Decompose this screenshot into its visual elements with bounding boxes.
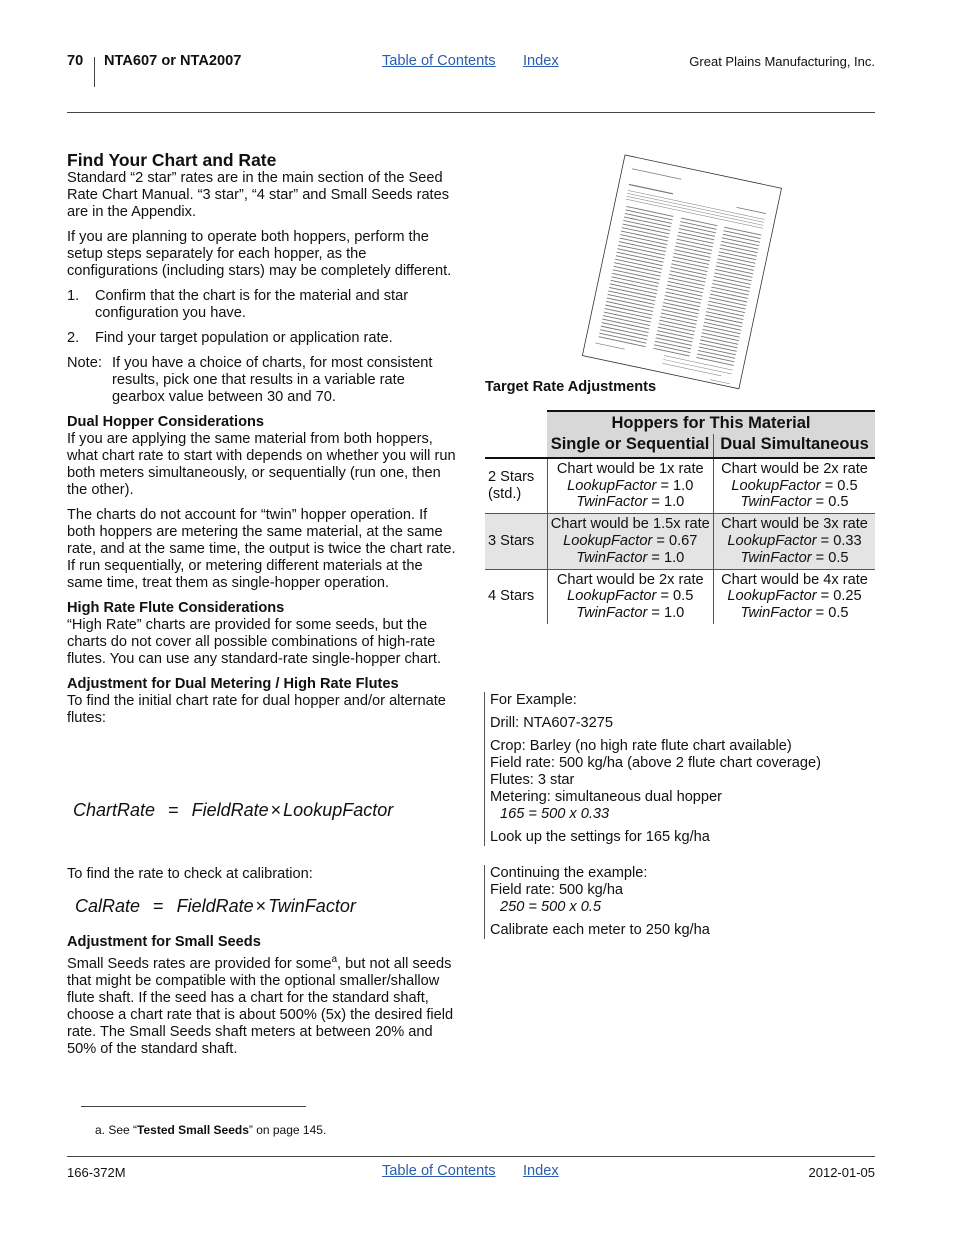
small-seeds-heading: Adjustment for Small Seeds bbox=[67, 934, 261, 950]
note-label: Note: bbox=[67, 355, 102, 371]
calrate-formula bbox=[75, 896, 356, 917]
cell-lookup: LookupFactor = 0.67 bbox=[563, 532, 698, 549]
header-divider-vertical bbox=[94, 57, 95, 87]
cell-dual bbox=[714, 514, 876, 569]
page-number: 70 bbox=[67, 53, 84, 69]
doc-title: NTA607 or NTA2007 bbox=[104, 53, 242, 69]
table-row bbox=[485, 514, 875, 569]
example-calibrate: Calibrate each meter to 250 kg/ha bbox=[484, 922, 874, 939]
footer-date: 2012-01-05 bbox=[808, 1165, 875, 1180]
cell-twin: TwinFactor = 0.5 bbox=[740, 494, 849, 511]
col-header-dual: Dual Simultaneous bbox=[714, 434, 876, 458]
target-rate-table bbox=[485, 410, 875, 624]
index-link[interactable]: Index bbox=[523, 53, 559, 69]
cell-text: Chart would be 1.5x rate bbox=[550, 516, 710, 533]
high-rate-heading: High Rate Flute Considerations bbox=[67, 600, 285, 616]
section-title: Find Your Chart and Rate bbox=[67, 150, 277, 170]
step-1-number: 1. bbox=[67, 288, 80, 304]
cell-twin: TwinFactor = 0.5 bbox=[740, 549, 849, 566]
formula-equals: = bbox=[168, 800, 179, 820]
small-seeds-section bbox=[67, 934, 459, 1058]
both-hoppers-paragraph: If you are planning to operate both hoppers, perform the setup steps separately for each hopper, as the configurations (including stars) may be completely different. bbox=[67, 229, 452, 279]
cell-text: Chart would be 3x rate bbox=[721, 516, 868, 533]
step-2 bbox=[67, 330, 459, 347]
footer-rule bbox=[67, 1156, 875, 1157]
cell-twin: TwinFactor = 0.5 bbox=[740, 605, 849, 622]
cell-lookup: LookupFactor = 0.25 bbox=[727, 588, 862, 605]
note-text: If you have a choice of charts, for most consistent results, pick one that results in a variable rate gearbox value between 30 and 70. bbox=[112, 355, 433, 405]
example-intro: For Example: bbox=[484, 692, 874, 715]
footnote-reference[interactable]: Tested Small Seeds bbox=[137, 1123, 249, 1137]
example-block-1 bbox=[484, 692, 874, 846]
cell-lookup: LookupFactor = 1.0 bbox=[567, 477, 694, 494]
chartrate-formula bbox=[73, 800, 393, 821]
step-1 bbox=[67, 288, 459, 322]
formula-equals: = bbox=[153, 896, 164, 916]
cell-single bbox=[547, 514, 714, 569]
seed-rate-chart-image bbox=[575, 150, 785, 395]
cell-lookup: LookupFactor = 0.5 bbox=[731, 477, 858, 494]
dual-hopper-heading: Dual Hopper Considerations bbox=[67, 414, 265, 430]
cell-twin: TwinFactor = 1.0 bbox=[576, 605, 685, 622]
dual-metering-paragraph: To find the initial chart rate for dual hopper and/or alternate flutes: bbox=[67, 693, 446, 726]
table-row bbox=[485, 569, 875, 624]
cell-single bbox=[547, 569, 714, 624]
header-rule bbox=[67, 112, 875, 113]
cell-twin: TwinFactor = 1.0 bbox=[576, 494, 685, 511]
footer-toc-link[interactable]: Table of Contents bbox=[382, 1163, 496, 1179]
doc-number: 166-372M bbox=[67, 1165, 126, 1180]
small-seeds-paragraph bbox=[67, 951, 459, 1058]
high-rate-paragraph: “High Rate” charts are provided for some seeds, but the charts do not cover all possible combinations of high-rate flutes. You can use any standard-rate single-hopper chart. bbox=[67, 617, 441, 667]
formula-lhs: CalRate bbox=[75, 896, 141, 916]
table-group-header: Hoppers for This Material bbox=[547, 411, 875, 434]
table-row bbox=[485, 458, 875, 514]
footnote-rule bbox=[81, 1106, 306, 1107]
cell-single bbox=[547, 458, 714, 514]
formula-lhs: ChartRate bbox=[73, 800, 156, 820]
small-seeds-text-b: , but not all seeds that might be compatible with the optional smaller/shallow flute shaft. If the seed has a chart for the standard shaft, choose a chart rate that is about 500% (5x) the desired field rate. The Small Seeds shaft meters at between 20% and 50% of the standard shaft. bbox=[67, 955, 454, 1057]
example-details: Crop: Barley (no high rate flute chart available) Field rate: 500 kg/ha (above 2 flute chart coverage) Flutes: 3 star Metering: simultaneous dual hopper 165 = 500 x 0.33 bbox=[484, 738, 874, 829]
footer-index-link[interactable]: Index bbox=[523, 1163, 559, 1179]
col-header-single: Single or Sequential bbox=[547, 434, 714, 458]
cell-text: Chart would be 1x rate bbox=[556, 460, 704, 477]
cell-text: Chart would be 2x rate bbox=[721, 460, 868, 477]
intro-paragraph: Standard “2 star” rates are in the main section of the Seed Rate Chart Manual. “3 star”, “4 star” and Small Seeds rates are in the Appendix. bbox=[67, 170, 450, 220]
toc-link[interactable]: Table of Contents bbox=[382, 53, 496, 69]
example-lookup: Look up the settings for 165 kg/ha bbox=[484, 829, 874, 846]
example-continue: Continuing the example: Field rate: 500 kg/ha 250 = 500 x 0.5 bbox=[484, 865, 874, 922]
dual-metering-heading: Adjustment for Dual Metering / High Rate Flutes bbox=[67, 676, 399, 692]
cell-dual bbox=[714, 569, 876, 624]
step-2-text: Find your target population or application rate. bbox=[95, 330, 393, 346]
formula-fieldrate: FieldRate bbox=[176, 896, 254, 916]
row-label: 3 Stars bbox=[485, 514, 547, 569]
cell-dual bbox=[714, 458, 876, 514]
cell-lookup: LookupFactor = 0.5 bbox=[567, 588, 694, 605]
example-calculation: 250 = 500 x 0.5 bbox=[500, 899, 602, 915]
formula-twinfactor: TwinFactor bbox=[268, 896, 356, 916]
formula-times: × bbox=[255, 896, 267, 916]
row-label: 4 Stars bbox=[485, 569, 547, 624]
formula-lookupfactor: LookupFactor bbox=[283, 800, 394, 820]
example-block-2 bbox=[484, 865, 874, 939]
small-seeds-text-a: Small Seeds rates are provided for some bbox=[67, 955, 332, 972]
cell-text: Chart would be 4x rate bbox=[721, 571, 868, 588]
dual-hopper-paragraph-1: If you are applying the same material from both hoppers, what chart rate to start with depends on whether you will run both meters simultaneously, or sequentially (run one, then the other). bbox=[67, 431, 456, 498]
step-2-number: 2. bbox=[67, 330, 80, 346]
cell-lookup: LookupFactor = 0.33 bbox=[727, 532, 862, 549]
footnote-marker: a bbox=[331, 954, 337, 965]
note bbox=[67, 355, 459, 406]
cell-text: Chart would be 2x rate bbox=[556, 571, 704, 588]
footnote: a. See “Tested Small Seeds” on page 145. bbox=[95, 1123, 327, 1137]
example-calculation: 165 = 500 x 0.33 bbox=[500, 806, 610, 822]
left-column bbox=[67, 150, 459, 727]
cell-twin: TwinFactor = 1.0 bbox=[576, 549, 685, 566]
figure-caption: Target Rate Adjustments bbox=[485, 379, 657, 395]
company-name: Great Plains Manufacturing, Inc. bbox=[689, 54, 875, 69]
example-drill: Drill: NTA607-3275 bbox=[484, 715, 874, 738]
row-label: 2 Stars (std.) bbox=[485, 458, 547, 514]
formula-times: × bbox=[270, 800, 282, 820]
dual-hopper-paragraph-2: The charts do not account for “twin” hopper operation. If both hoppers are metering the same material, at the same rate, and at the same time, the output is twice the chart rate. If run sequentially, or metering different materials at the same time, treat them as single-hopper operation. bbox=[67, 507, 456, 591]
footnote-marker-label: a. bbox=[95, 1123, 106, 1137]
step-1-text: Confirm that the chart is for the material and star configuration you have. bbox=[95, 288, 409, 321]
formula-fieldrate: FieldRate bbox=[191, 800, 269, 820]
page-header bbox=[0, 0, 954, 120]
calibration-paragraph: To find the rate to check at calibration: bbox=[67, 866, 313, 882]
